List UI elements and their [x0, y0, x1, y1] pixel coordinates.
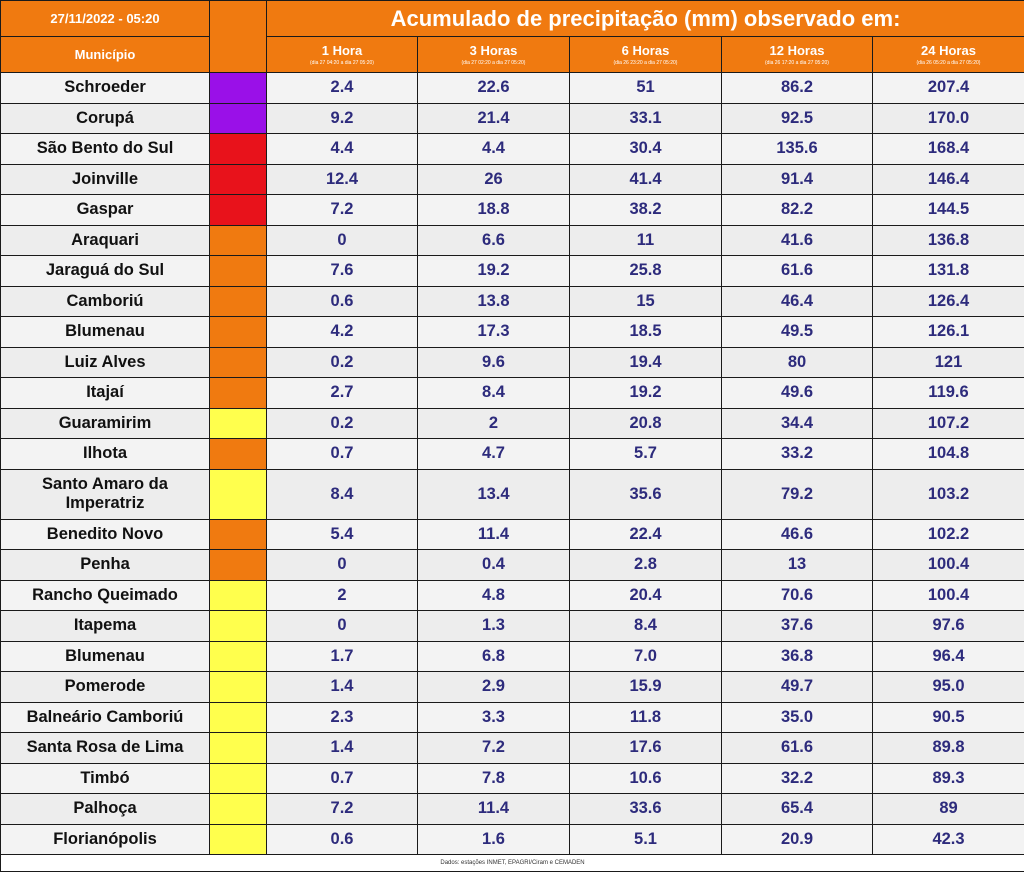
value-6h: 2.8 [570, 550, 722, 581]
value-3h: 3.3 [418, 702, 570, 733]
table-row [1, 824, 1024, 855]
value-6h: 22.4 [570, 519, 722, 550]
period-range: (dia 26 05:20 a dia 27 05:20) [916, 59, 981, 66]
table-row [1, 702, 1024, 733]
value-6h: 8.4 [570, 611, 722, 642]
value-1h: 0 [267, 611, 418, 642]
value-3h: 26 [418, 164, 570, 195]
alert-level-swatch [210, 103, 267, 134]
value-3h: 22.6 [418, 73, 570, 104]
table-row [1, 641, 1024, 672]
value-1h: 4.4 [267, 134, 418, 165]
value-3h: 4.8 [418, 580, 570, 611]
value-3h: 1.3 [418, 611, 570, 642]
value-1h: 0 [267, 225, 418, 256]
value-3h: 9.6 [418, 347, 570, 378]
value-6h: 33.1 [570, 103, 722, 134]
value-6h: 35.6 [570, 469, 722, 519]
value-12h: 46.6 [722, 519, 873, 550]
column-header-6h [570, 37, 722, 73]
alert-level-swatch [210, 763, 267, 794]
table-row [1, 347, 1024, 378]
value-24h: 131.8 [873, 256, 1024, 287]
municipio-name: Itapema [1, 611, 210, 642]
alert-level-swatch [210, 73, 267, 104]
value-3h: 11.4 [418, 794, 570, 825]
value-24h: 102.2 [873, 519, 1024, 550]
value-3h: 13.8 [418, 286, 570, 317]
value-6h: 11.8 [570, 702, 722, 733]
value-6h: 7.0 [570, 641, 722, 672]
value-12h: 46.4 [722, 286, 873, 317]
table-row [1, 733, 1024, 764]
value-1h: 7.2 [267, 195, 418, 226]
period-range: (dia 27 02:20 a dia 27 05:20) [461, 59, 526, 66]
value-1h: 1.7 [267, 641, 418, 672]
table-row [1, 164, 1024, 195]
value-6h: 11 [570, 225, 722, 256]
value-12h: 79.2 [722, 469, 873, 519]
alert-level-swatch [210, 550, 267, 581]
report-date: 27/11/2022 - 05:20 [1, 1, 210, 37]
value-1h: 2.7 [267, 378, 418, 409]
value-6h: 10.6 [570, 763, 722, 794]
value-12h: 92.5 [722, 103, 873, 134]
municipio-name: Gaspar [1, 195, 210, 226]
value-24h: 136.8 [873, 225, 1024, 256]
value-3h: 18.8 [418, 195, 570, 226]
municipio-name: Joinville [1, 164, 210, 195]
value-24h: 144.5 [873, 195, 1024, 226]
value-12h: 37.6 [722, 611, 873, 642]
value-24h: 89.8 [873, 733, 1024, 764]
municipio-name: Guaramirim [1, 408, 210, 439]
municipio-name: Ilhota [1, 439, 210, 470]
municipio-name: Itajaí [1, 378, 210, 409]
value-24h: 100.4 [873, 580, 1024, 611]
value-3h: 6.6 [418, 225, 570, 256]
value-12h: 91.4 [722, 164, 873, 195]
period-range: (dia 27 04:20 a dia 27 05:20) [310, 59, 374, 66]
value-12h: 41.6 [722, 225, 873, 256]
value-6h: 15 [570, 286, 722, 317]
value-6h: 19.4 [570, 347, 722, 378]
table-body [1, 73, 1024, 855]
value-6h: 51 [570, 73, 722, 104]
value-12h: 135.6 [722, 134, 873, 165]
value-1h: 0.7 [267, 763, 418, 794]
table-row [1, 286, 1024, 317]
period-label: 3 Horas [469, 42, 518, 58]
alert-level-swatch [210, 317, 267, 348]
period-range: (dia 26 23:20 a dia 27 05:20) [613, 59, 678, 66]
value-24h: 103.2 [873, 469, 1024, 519]
value-24h: 96.4 [873, 641, 1024, 672]
value-3h: 1.6 [418, 824, 570, 855]
value-1h: 1.4 [267, 672, 418, 703]
value-6h: 41.4 [570, 164, 722, 195]
municipio-name: Florianópolis [1, 824, 210, 855]
value-12h: 32.2 [722, 763, 873, 794]
municipio-name: São Bento do Sul [1, 134, 210, 165]
value-6h: 18.5 [570, 317, 722, 348]
municipio-name: Palhoça [1, 794, 210, 825]
value-12h: 49.6 [722, 378, 873, 409]
value-12h: 33.2 [722, 439, 873, 470]
alert-level-swatch [210, 378, 267, 409]
value-3h: 11.4 [418, 519, 570, 550]
alert-level-swatch [210, 611, 267, 642]
table-row [1, 580, 1024, 611]
value-24h: 126.1 [873, 317, 1024, 348]
value-1h: 2.4 [267, 73, 418, 104]
municipio-name: Rancho Queimado [1, 580, 210, 611]
value-1h: 0 [267, 550, 418, 581]
table-row [1, 672, 1024, 703]
value-24h: 97.6 [873, 611, 1024, 642]
value-6h: 19.2 [570, 378, 722, 409]
municipio-name: Camboriú [1, 286, 210, 317]
municipio-name: Blumenau [1, 317, 210, 348]
alert-level-swatch [210, 195, 267, 226]
value-1h: 4.2 [267, 317, 418, 348]
value-3h: 0.4 [418, 550, 570, 581]
alert-level-swatch [210, 824, 267, 855]
value-1h: 12.4 [267, 164, 418, 195]
table-row [1, 519, 1024, 550]
value-12h: 80 [722, 347, 873, 378]
table-row [1, 794, 1024, 825]
value-12h: 86.2 [722, 73, 873, 104]
municipio-name: Benedito Novo [1, 519, 210, 550]
table-row [1, 763, 1024, 794]
table-row [1, 103, 1024, 134]
municipio-name: Santo Amaro da Imperatriz [1, 469, 210, 519]
municipio-name: Schroeder [1, 73, 210, 104]
value-3h: 7.8 [418, 763, 570, 794]
value-24h: 168.4 [873, 134, 1024, 165]
value-3h: 17.3 [418, 317, 570, 348]
alert-level-swatch [210, 225, 267, 256]
value-24h: 119.6 [873, 378, 1024, 409]
column-header-24h [873, 37, 1024, 73]
value-6h: 25.8 [570, 256, 722, 287]
value-3h: 19.2 [418, 256, 570, 287]
alert-level-swatch [210, 439, 267, 470]
value-6h: 30.4 [570, 134, 722, 165]
alert-level-swatch [210, 286, 267, 317]
municipio-name: Timbó [1, 763, 210, 794]
value-6h: 38.2 [570, 195, 722, 226]
table-row [1, 408, 1024, 439]
alert-level-swatch [210, 256, 267, 287]
period-range: (dia 26 17:20 a dia 27 05:20) [765, 59, 829, 66]
value-12h: 70.6 [722, 580, 873, 611]
table-title: Acumulado de precipitação (mm) observado em: [267, 1, 1024, 37]
value-6h: 33.6 [570, 794, 722, 825]
value-6h: 5.1 [570, 824, 722, 855]
alert-level-swatch [210, 519, 267, 550]
alert-level-swatch [210, 702, 267, 733]
municipio-name: Balneário Camboriú [1, 702, 210, 733]
value-1h: 2.3 [267, 702, 418, 733]
value-1h: 8.4 [267, 469, 418, 519]
alert-level-swatch [210, 794, 267, 825]
value-3h: 21.4 [418, 103, 570, 134]
value-24h: 107.2 [873, 408, 1024, 439]
alert-level-swatch [210, 733, 267, 764]
value-3h: 7.2 [418, 733, 570, 764]
table-row [1, 439, 1024, 470]
value-1h: 9.2 [267, 103, 418, 134]
value-24h: 89.3 [873, 763, 1024, 794]
data-source-note: Dados: estações INMET, EPAGRI/Ciram e CEMADEN [1, 855, 1024, 872]
value-1h: 7.2 [267, 794, 418, 825]
alert-level-swatch [210, 641, 267, 672]
value-1h: 1.4 [267, 733, 418, 764]
value-6h: 20.4 [570, 580, 722, 611]
value-12h: 82.2 [722, 195, 873, 226]
period-label: 24 Horas [921, 42, 976, 58]
alert-level-swatch [210, 408, 267, 439]
column-header-3h [418, 37, 570, 73]
value-6h: 15.9 [570, 672, 722, 703]
value-24h: 207.4 [873, 73, 1024, 104]
value-1h: 0.2 [267, 347, 418, 378]
municipio-name: Araquari [1, 225, 210, 256]
value-24h: 42.3 [873, 824, 1024, 855]
municipio-name: Blumenau [1, 641, 210, 672]
value-12h: 61.6 [722, 733, 873, 764]
value-6h: 5.7 [570, 439, 722, 470]
value-24h: 146.4 [873, 164, 1024, 195]
value-24h: 121 [873, 347, 1024, 378]
table-row [1, 256, 1024, 287]
alert-color-header [210, 1, 267, 73]
value-3h: 13.4 [418, 469, 570, 519]
table-row [1, 225, 1024, 256]
table-row [1, 550, 1024, 581]
value-3h: 2 [418, 408, 570, 439]
period-label: 1 Hora [321, 42, 363, 58]
column-header-12h [722, 37, 873, 73]
table-row [1, 134, 1024, 165]
table-row [1, 469, 1024, 519]
municipio-name: Luiz Alves [1, 347, 210, 378]
value-3h: 2.9 [418, 672, 570, 703]
municipio-name: Jaraguá do Sul [1, 256, 210, 287]
value-1h: 0.2 [267, 408, 418, 439]
value-12h: 49.7 [722, 672, 873, 703]
value-1h: 2 [267, 580, 418, 611]
value-12h: 65.4 [722, 794, 873, 825]
value-1h: 7.6 [267, 256, 418, 287]
value-3h: 6.8 [418, 641, 570, 672]
value-24h: 89 [873, 794, 1024, 825]
value-12h: 61.6 [722, 256, 873, 287]
value-1h: 0.6 [267, 824, 418, 855]
value-24h: 126.4 [873, 286, 1024, 317]
value-12h: 36.8 [722, 641, 873, 672]
alert-level-swatch [210, 672, 267, 703]
value-1h: 0.6 [267, 286, 418, 317]
alert-level-swatch [210, 164, 267, 195]
alert-level-swatch [210, 347, 267, 378]
municipio-name: Penha [1, 550, 210, 581]
value-12h: 35.0 [722, 702, 873, 733]
value-12h: 34.4 [722, 408, 873, 439]
municipio-name: Corupá [1, 103, 210, 134]
table-row [1, 317, 1024, 348]
value-24h: 104.8 [873, 439, 1024, 470]
value-3h: 4.7 [418, 439, 570, 470]
value-24h: 100.4 [873, 550, 1024, 581]
alert-level-swatch [210, 469, 267, 519]
value-12h: 49.5 [722, 317, 873, 348]
municipio-name: Santa Rosa de Lima [1, 733, 210, 764]
alert-level-swatch [210, 134, 267, 165]
value-6h: 20.8 [570, 408, 722, 439]
value-12h: 20.9 [722, 824, 873, 855]
value-3h: 4.4 [418, 134, 570, 165]
value-24h: 95.0 [873, 672, 1024, 703]
column-header-1h [267, 37, 418, 73]
period-label: 6 Horas [621, 42, 670, 58]
period-label: 12 Horas [769, 42, 825, 58]
table-row [1, 378, 1024, 409]
value-1h: 0.7 [267, 439, 418, 470]
table-row [1, 73, 1024, 104]
value-12h: 13 [722, 550, 873, 581]
value-24h: 90.5 [873, 702, 1024, 733]
value-3h: 8.4 [418, 378, 570, 409]
municipio-name: Pomerode [1, 672, 210, 703]
value-24h: 170.0 [873, 103, 1024, 134]
value-1h: 5.4 [267, 519, 418, 550]
table-row [1, 611, 1024, 642]
municipio-column-header: Município [1, 37, 210, 73]
table-row [1, 195, 1024, 226]
value-6h: 17.6 [570, 733, 722, 764]
alert-level-swatch [210, 580, 267, 611]
